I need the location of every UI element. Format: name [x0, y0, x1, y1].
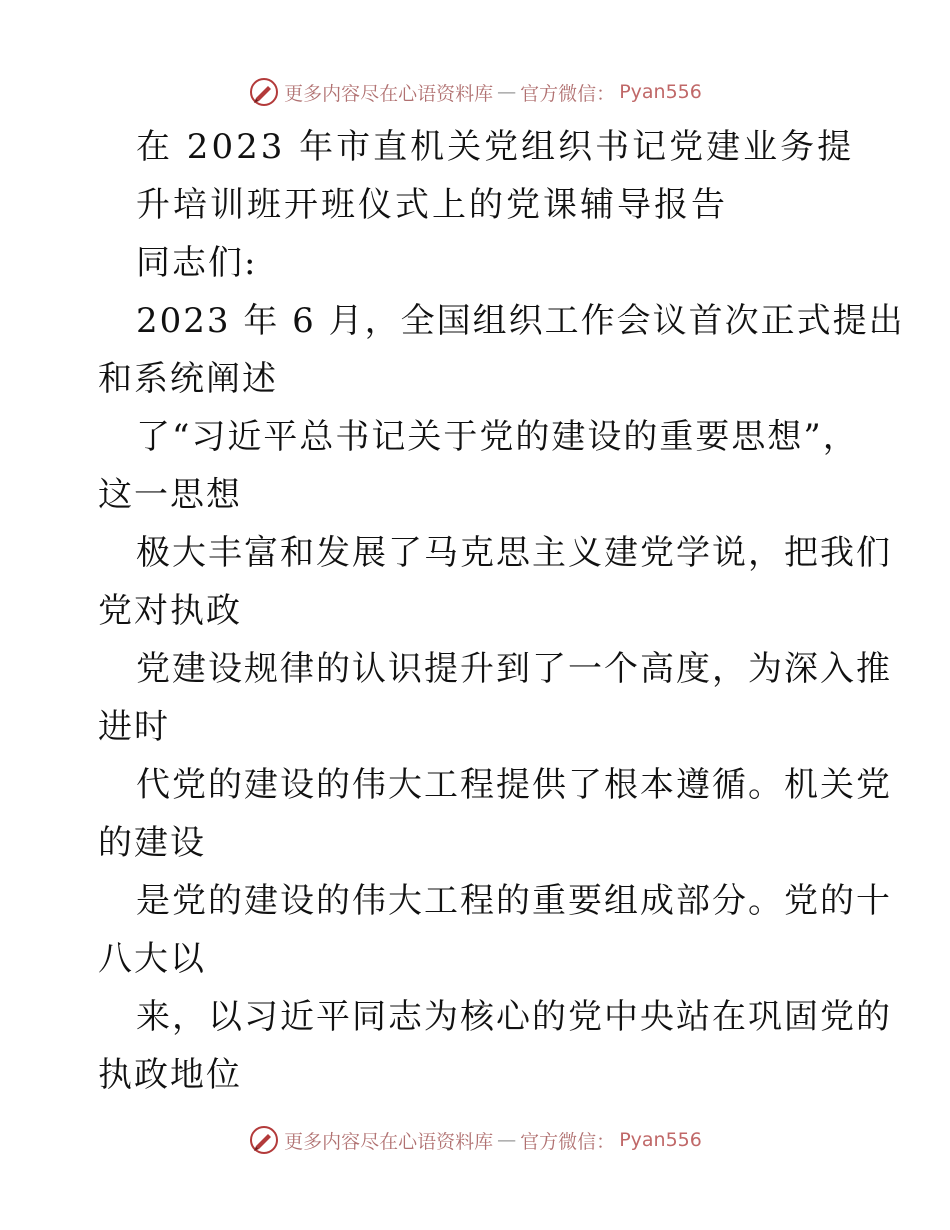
watermark-banner-bottom	[0, 1120, 950, 1160]
paragraph	[98, 292, 905, 1104]
document-title-line-1: 在 2023 年市直机关党组织书记党建业务提	[136, 127, 855, 167]
watermark-text: 更多内容尽在心语资料库	[284, 82, 494, 105]
body-line: 了“习近平总书记关于党的建设的重要思想”，	[136, 417, 859, 457]
watermark-wechat-id: Pyan556	[619, 81, 702, 103]
watermark-wechat-id: Pyan556	[619, 1129, 702, 1151]
salutation: 同志们:	[136, 243, 258, 283]
body-line: 来，以习近平同志为核心的党中央站在巩固党的	[136, 997, 892, 1037]
pen-logo-icon	[248, 1124, 280, 1156]
body-line: 党建设规律的认识提升到了一个高度，为深入推	[136, 649, 892, 689]
body-line: 代党的建设的伟大工程提供了根本遵循。机关党	[136, 765, 892, 805]
watermark-text: 更多内容尽在心语资料库	[284, 1130, 494, 1153]
watermark-separator: —	[497, 81, 517, 103]
watermark-separator: —	[497, 1129, 517, 1151]
body-line: 这一思想	[98, 475, 242, 515]
body-line: 八大以	[98, 939, 206, 979]
pen-logo-icon	[248, 76, 280, 108]
body-line: 执政地位	[98, 1055, 242, 1095]
body-line: 极大丰富和发展了马克思主义建党学说，把我们	[136, 533, 892, 573]
watermark-wechat-label: 官方微信：	[520, 82, 616, 105]
body-line: 是党的建设的伟大工程的重要组成部分。党的十	[136, 881, 892, 921]
watermark-wechat-label: 官方微信：	[520, 1130, 616, 1153]
document-body	[98, 118, 905, 1104]
body-line: 的建设	[98, 823, 206, 863]
document-title-line-2: 升培训班开班仪式上的党课辅导报告	[136, 185, 728, 225]
body-line: 2023 年 6 月，全国组织工作会议首次正式提出	[136, 301, 905, 341]
watermark-banner-top	[0, 72, 950, 112]
body-line: 和系统阐述	[98, 359, 278, 399]
body-line: 进时	[98, 707, 170, 747]
body-line: 党对执政	[98, 591, 242, 631]
